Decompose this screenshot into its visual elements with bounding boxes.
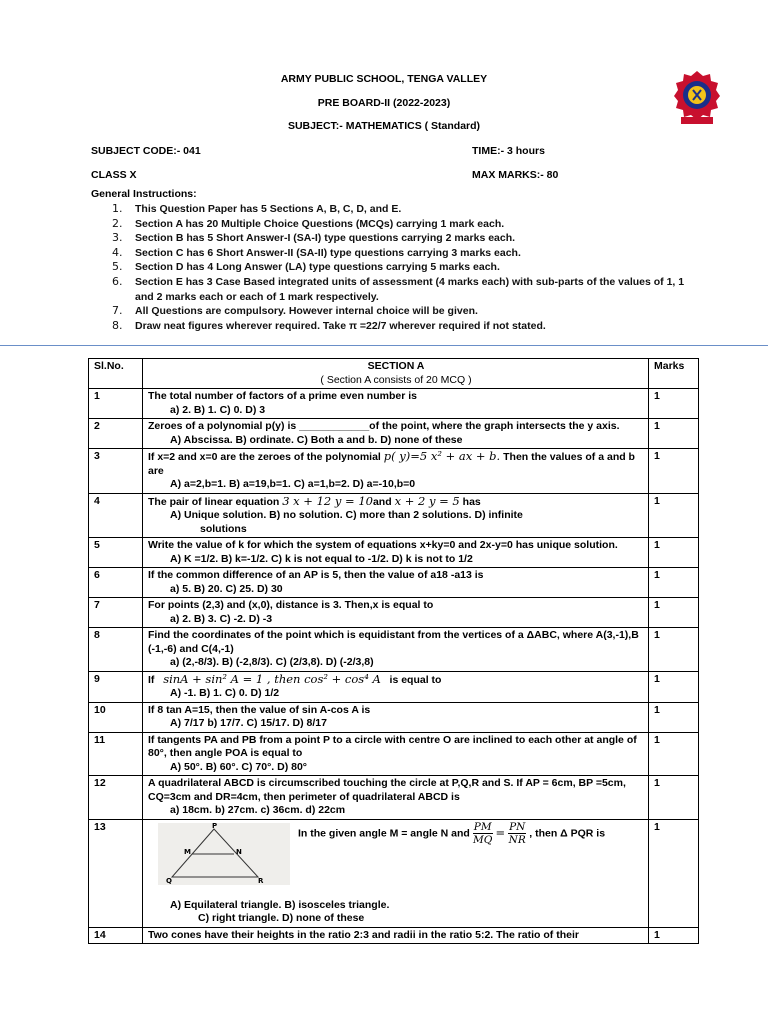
table-row: 1 The total number of factors of a prime even number is a) 2. B) 1. C) 0. D) 3 1 bbox=[89, 389, 699, 419]
header-marks: Marks bbox=[649, 359, 699, 389]
instruction-item: 6. Section E has 3 Case Based integrated units of assessment (4 marks each) with sub-parts of the values of 1, 1 and 2 marks each or each of 1 mark respectively. bbox=[112, 274, 685, 303]
fig-label-p: P bbox=[212, 822, 218, 830]
fraction-pm-mq: $\frac{PM}{MQ}$ bbox=[472, 820, 493, 846]
table-row: 12 A quadrilateral ABCD is circumscribed touching the circle at P,Q,R and S. If AP = 6cm, BP =5cm, CQ=3cm and DR=4cm, then perimeter of quadrilateral ABCD is a) 18cm. b) 27cm. c) 36cm. d) 22cm 1 bbox=[89, 776, 699, 820]
max-marks: MAX MARKS:- 80 bbox=[472, 169, 559, 181]
table-row: 2 Zeroes of a polynomial p(y) is ____________of the point, where the graph intersects the y axis. A) Abscissa. B) ordinate. C) Both a and b. D) none of these 1 bbox=[89, 419, 699, 449]
instruction-item: 7. All Questions are compulsory. However internal choice will be given. bbox=[112, 304, 478, 318]
fraction-pn-nr: $\frac{PN}{NR}$ bbox=[508, 820, 526, 846]
subject-code: SUBJECT CODE:- 041 bbox=[91, 145, 201, 157]
table-row: 13 P M N Q R In the given angle M = angle N and $\frac{PM}{MQ}$ = $\frac{PN}{NR}$ , then Δ PQR is A) Equilateral triangle. B) isosceles triangle. C) right triangle. D) none of these 1 bbox=[89, 819, 699, 927]
question-table bbox=[88, 358, 699, 944]
subject-title: SUBJECT:- MATHEMATICS ( Standard) bbox=[287, 120, 481, 132]
table-row: 5 Write the value of k for which the system of equations x+ky=0 and 2x-y=0 has unique solution. A) K =1/2. B) k=-1/2. C) k is not equal to -1/2. D) k is not to 1/2 1 bbox=[89, 538, 699, 568]
fig-label-r: R bbox=[258, 876, 264, 885]
separator-line bbox=[0, 345, 768, 346]
table-header-row bbox=[89, 359, 699, 389]
exam-title: PRE BOARD-II (2022-2023) bbox=[317, 97, 451, 109]
table-row: 4 The pair of linear equation 3 x + 12 y = 10and x + 2 y = 5 has A) Unique solution. B) no solution. C) more than 2 solutions. D) infinite solutions 1 bbox=[89, 493, 699, 538]
table-row: 14 Two cones have their heights in the ratio 2:3 and radii in the ratio 5:2. The ratio of their 1 bbox=[89, 927, 699, 944]
instructions-title: General Instructions: bbox=[91, 188, 197, 200]
triangle-figure bbox=[158, 823, 290, 885]
instruction-item: 8. Draw neat figures wherever required. Take π =22/7 wherever required if not stated. bbox=[112, 318, 546, 332]
instruction-item: 1. This Question Paper has 5 Sections A, B, C, D, and E. bbox=[112, 202, 402, 215]
table-row: 7 For points (2,3) and (x,0), distance is 3. Then,x is equal to a) 2. B) 3. C) -2. D) -3 1 bbox=[89, 598, 699, 628]
trig-math: sinA + sin² A = 1 , then cos² + cos⁴ A bbox=[163, 671, 381, 686]
instructions-list bbox=[108, 202, 688, 333]
table-row: 9 If sinA + sin² A = 1 , then cos² + cos⁴ A is equal to A) -1. B) 1. C) 0. D) 1/2 1 bbox=[89, 671, 699, 702]
fig-label-n: N bbox=[236, 847, 242, 856]
header-sl: Sl.No. bbox=[89, 359, 143, 389]
class-label: CLASS X bbox=[91, 169, 137, 181]
instruction-item: 3. Section B has 5 Short Answer-I (SA-I) type questions carrying 2 marks each. bbox=[112, 231, 516, 245]
instruction-item: 4. Section C has 6 Short Answer-II (SA-II) type questions carrying 3 marks each. bbox=[112, 245, 521, 259]
table-row: 3 If x=2 and x=0 are the zeroes of the polynomial p( y)=5 x² + ax + b. Then the values of a and b are A) a=2,b=1. B) a=19,b=1. C) a=1,b=2. D) a=-10,b=0 1 bbox=[89, 449, 699, 494]
polynomial-math: p( y)=5 x² + ax + b. bbox=[383, 449, 501, 463]
exam-time: TIME:- 3 hours bbox=[472, 145, 545, 157]
instruction-item: 2. Section A has 20 Multiple Choice Questions (MCQs) carrying 1 mark each. bbox=[112, 216, 505, 230]
fig-label-m: M bbox=[184, 847, 191, 856]
school-logo bbox=[673, 70, 721, 126]
table-row: 6 If the common difference of an AP is 5, then the value of a18 -a13 is a) 5. B) 20. C) 25. D) 30 1 bbox=[89, 568, 699, 598]
instruction-item: 5. Section D has 4 Long Answer (LA) type questions carrying 5 marks each. bbox=[112, 260, 500, 274]
fig-label-q: Q bbox=[166, 876, 172, 885]
header-section: SECTION A ( Section A consists of 20 MCQ ) bbox=[143, 359, 649, 389]
table-row: 10 If 8 tan A=15, then the value of sin A-cos A is A) 7/17 b) 17/7. C) 15/17. D) 8/17 1 bbox=[89, 702, 699, 732]
table-row: 8 Find the coordinates of the point which is equidistant from the vertices of a ΔABC, where A(3,-1),B (-1,-6) and C(4,-1) a) (2,-8/3). B) (-2,8/3). C) (2/3,8). D) (-2/3,8) 1 bbox=[89, 628, 699, 672]
table-row: 11 If tangents PA and PB from a point P to a circle with centre O are inclined to each other at angle of 80°, then angle POA is equal to A) 50°. B) 60°. C) 70°. D) 80° 1 bbox=[89, 732, 699, 776]
school-name: ARMY PUBLIC SCHOOL, TENGA VALLEY bbox=[280, 73, 488, 85]
